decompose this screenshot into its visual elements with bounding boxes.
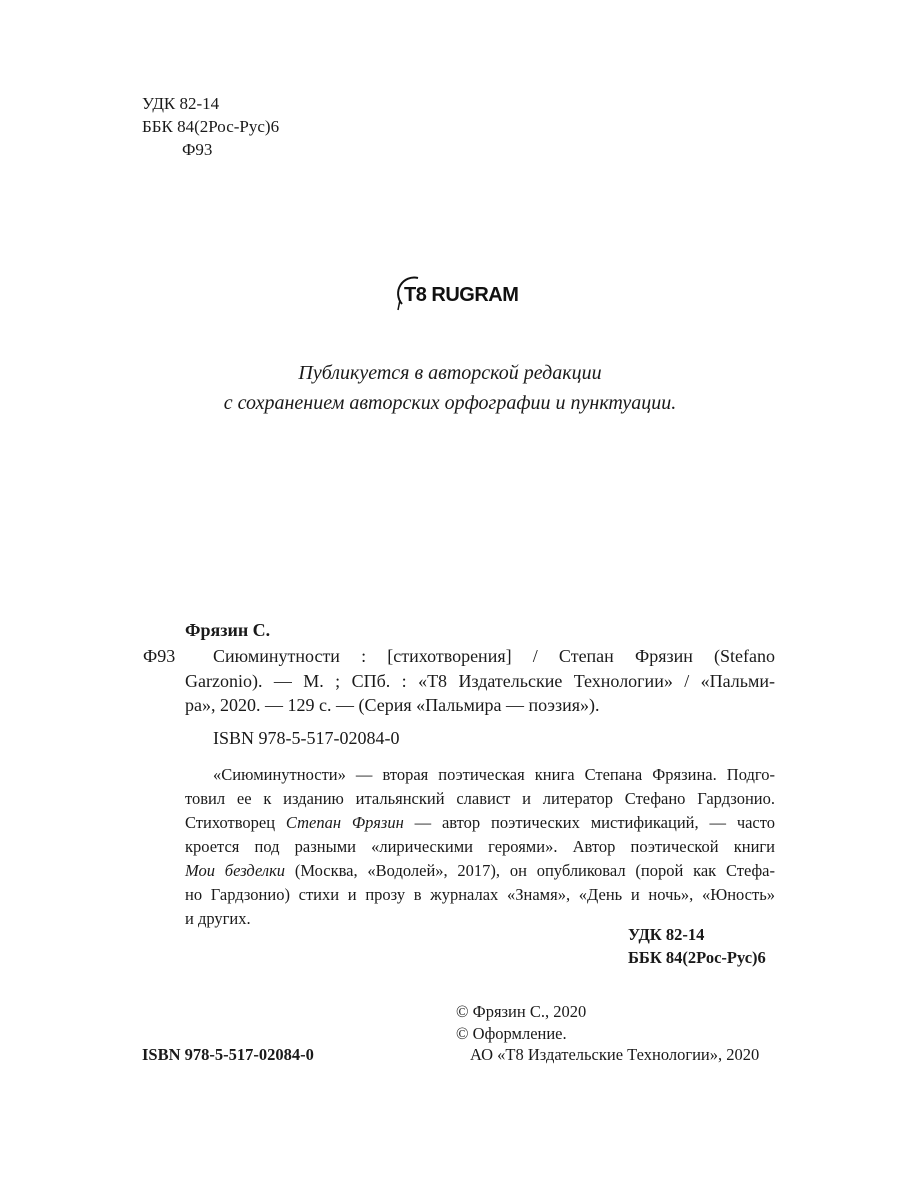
notice-line-2: с сохранением авторских орфографии и пунктуации.: [223, 392, 677, 414]
publisher-logo: [388, 270, 528, 314]
book-title-italic: Мои безделки: [185, 861, 286, 880]
author-mark: Ф93: [182, 140, 213, 159]
bbk-code: ББК 84(2Рос-Рус)6: [142, 117, 280, 136]
annotation-line: и других.: [185, 909, 251, 928]
bib-mark: Ф93: [143, 646, 176, 666]
bib-line: Сиюминутности : [стихотворения] / Степан Фрязин (Stefano: [213, 646, 775, 666]
annotation-line: «Сиюминутности» — вторая поэтическая книга Степана Фрязина. Подго-: [213, 765, 775, 784]
svg-text:T8 RUGRAM: T8 RUGRAM: [404, 284, 519, 306]
classification-udk: УДК 82-14: [628, 925, 705, 944]
annotation-line: но Гардзонио) стихи и прозу в журналах «Знамя», «День и ночь», «Юность»: [185, 885, 775, 904]
footer-isbn: ISBN 978-5-517-02084-0: [142, 1045, 314, 1064]
author-name-italic: Степан Фрязин: [285, 813, 404, 832]
text: Стихотворец: [185, 813, 286, 832]
copyright-publisher: АО «Т8 Издательские Технологии», 2020: [470, 1045, 760, 1064]
text: — автор поэтических мистификаций, — часто: [403, 813, 776, 832]
classification-bbk: ББК 84(2Рос-Рус)6: [628, 948, 766, 967]
notice-line-1: Публикуется в авторской редакции: [298, 362, 602, 384]
bib-line: Garzonio). — М. ; СПб. : «Т8 Издательские Технологии» / «Пальми-: [185, 671, 775, 691]
annotation-line: кроется под разными «лирическими героями». Автор поэтической книги: [185, 837, 775, 856]
annotation-line: [185, 813, 775, 833]
bib-isbn: ISBN 978-5-517-02084-0: [213, 728, 400, 748]
annotation-line: [185, 861, 775, 881]
copyright-design: © Оформление.: [456, 1024, 567, 1043]
udk-code: УДК 82-14: [142, 94, 220, 113]
copyright-author: © Фрязин С., 2020: [456, 1002, 587, 1021]
text: (Москва, «Водолей», 2017), он опубликовал (порой как Стефа-: [285, 861, 776, 880]
bib-line: ра», 2020. — 129 с. — (Серия «Пальмира — поэзия»).: [185, 695, 600, 715]
bib-author: Фрязин С.: [185, 620, 271, 640]
annotation-line: товил ее к изданию итальянский славист и литератор Стефано Гардзонио.: [185, 789, 775, 808]
